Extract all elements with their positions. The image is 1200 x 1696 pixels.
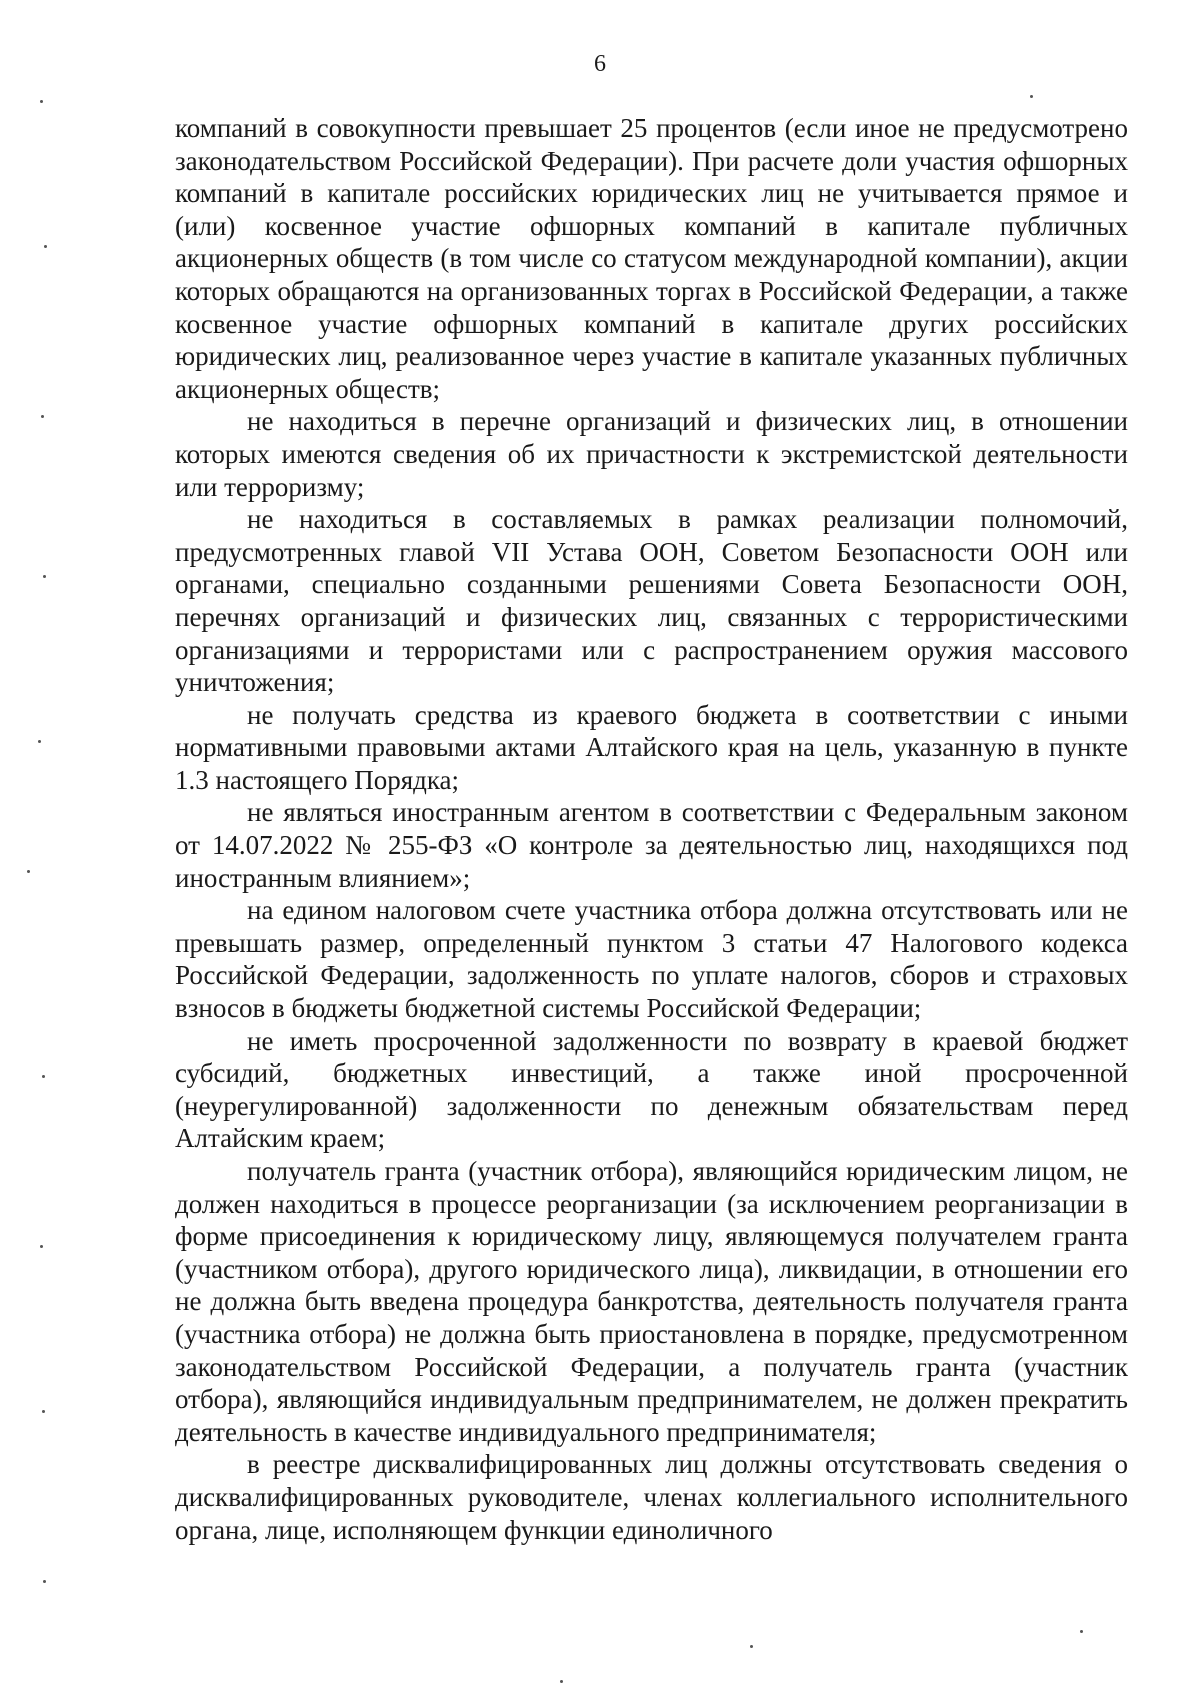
scan-speck: [38, 740, 41, 743]
paragraph-reorganization: получатель гранта (участник отбора), являющийся юридическим лицом, не должен находиться в процессе реорганизации (за исключением реорганизации в форме присоединения к юридическому лицу, являющемуся получателем гранта (участником отбора), другого юридического лица), ликвидации, в отношении его не должна быть введена процедура банкротства, деятельность получателя гранта (участника отбора) не должна быть приостановлена в порядке, предусмотренном законодательством Российской Федерации, а получатель гранта (участник отбора), являющийся индивидуальным предпринимателем, не должен прекратить деятельность в качестве индивидуального предпринимателя;: [175, 1156, 1128, 1447]
scan-speck: [43, 1580, 46, 1583]
scan-speck: [44, 245, 47, 248]
scan-speck: [40, 100, 43, 103]
scan-speck: [1080, 1630, 1083, 1633]
scan-speck: [42, 1075, 45, 1078]
scan-speck: [560, 1680, 563, 1683]
paragraph-extremism-list: не находиться в перечне организаций и физических лиц, в отношении которых имеются сведения об их причастности к экстремистской деятельности или терроризму;: [175, 406, 1128, 502]
scan-speck: [40, 1245, 43, 1248]
paragraph-disqualified-persons: в реестре дисквалифицированных лиц должны отсутствовать сведения о дисквалифицированных руководителе, членах коллегиального исполнительного органа, лице, исполняющем функции единоличного: [175, 1449, 1128, 1545]
paragraph-tax-account: на едином налоговом счете участника отбора должна отсутствовать или не превышать размер, определенный пунктом 3 статьи 47 Налогового кодекса Российской Федерации, задолженность по уплате налогов, сборов и страховых взносов в бюджеты бюджетной системы Российской Федерации;: [175, 895, 1128, 1024]
document-body: [175, 112, 1128, 1546]
scan-speck: [41, 415, 44, 418]
scan-speck: [750, 1645, 753, 1648]
paragraph-un-security-council-list: не находиться в составляемых в рамках реализации полномочий, предусмотренных главой VII Устава ООН, Советом Безопасности ООН или органами, специально созданными решениями Совета Безопасности ООН, перечнях организаций и физических лиц, связанных с террористическими организациями и террористами или с распространением оружия массового уничтожения;: [175, 504, 1128, 698]
paragraph-regional-budget-funds: не получать средства из краевого бюджета в соответствии с иными нормативными правовыми актами Алтайского края на цель, указанную в пункте 1.3 настоящего Порядка;: [175, 699, 1128, 795]
paragraph-offshore-participation: компаний в совокупности превышает 25 процентов (если иное не предусмотрено законодательством Российской Федерации). При расчете доли участия офшорных компаний в капитале российских юридических лиц не учитывается прямое и (или) косвенное участие офшорных компаний в капитале публичных акционерных обществ (в том числе со статусом международной компании), акции которых обращаются на организованных торгах в Российской Федерации, а также косвенное участие офшорных компаний в капитале других российских юридических лиц, реализованное через участие в капитале указанных публичных акционерных обществ;: [175, 113, 1128, 404]
paragraph-overdue-debt: не иметь просроченной задолженности по возврату в краевой бюджет субсидий, бюджетных инвестиций, а также иной просроченной (неурегулированной) задолженности по денежным обязательствам перед Алтайским краем;: [175, 1025, 1128, 1154]
paragraph-foreign-agent: не являться иностранным агентом в соответствии с Федеральным законом от 14.07.2022 № 255-ФЗ «О контроле за деятельностью лиц, находящихся под иностранным влиянием»;: [175, 797, 1128, 893]
scan-speck: [27, 870, 30, 873]
page-number: 6: [594, 51, 606, 77]
scan-speck: [42, 1410, 45, 1413]
scan-speck: [1030, 95, 1033, 98]
scan-speck: [43, 575, 46, 578]
